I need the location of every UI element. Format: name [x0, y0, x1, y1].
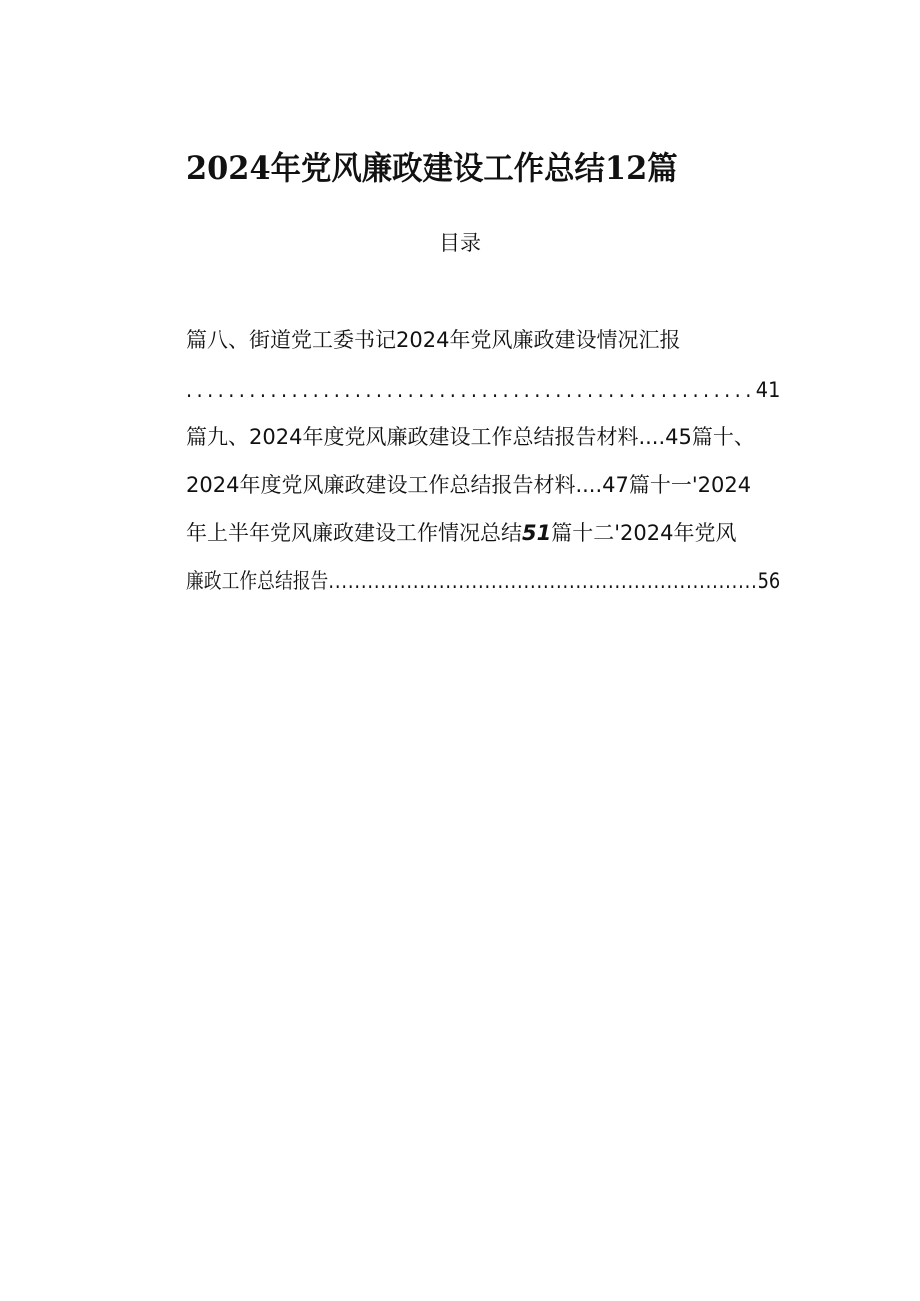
toc-entry-line [186, 422, 755, 452]
document-title: 2024年党风廉政建设工作总结12篇 [186, 149, 678, 187]
toc-entry-line [186, 325, 680, 355]
toc-leader-line [186, 375, 780, 405]
toc-entry-text: 篇八、街道党工委书记2024年党风廉政建设情况汇报 [186, 328, 681, 352]
toc-entry-text: 篇九、2024年度党风廉政建设工作总结报告材料....45篇十、 [186, 425, 755, 449]
toc-entry-line [186, 566, 780, 596]
toc-entry-text: 篇十二'2024年党风 [551, 521, 737, 545]
toc-leader-dots: ...................................................... [186, 378, 756, 402]
toc-entry-text: 廉政工作总结报告 [186, 569, 329, 593]
toc-page-number: 56 [757, 569, 781, 593]
toc-heading: 目录 [439, 231, 481, 255]
toc-page-number: 41 [755, 378, 781, 402]
toc-page-number: 51 [522, 521, 552, 545]
toc-entry-text: 2024年度党风廉政建设工作总结报告材料....47篇十一'2024 [186, 473, 752, 497]
toc-entry-text: 年上半年党风廉政建设工作情况总结 [186, 521, 522, 545]
toc-entry-line [186, 470, 751, 500]
toc-leader-dots: .................................................................. [328, 569, 758, 593]
toc-entry-line [186, 518, 736, 548]
